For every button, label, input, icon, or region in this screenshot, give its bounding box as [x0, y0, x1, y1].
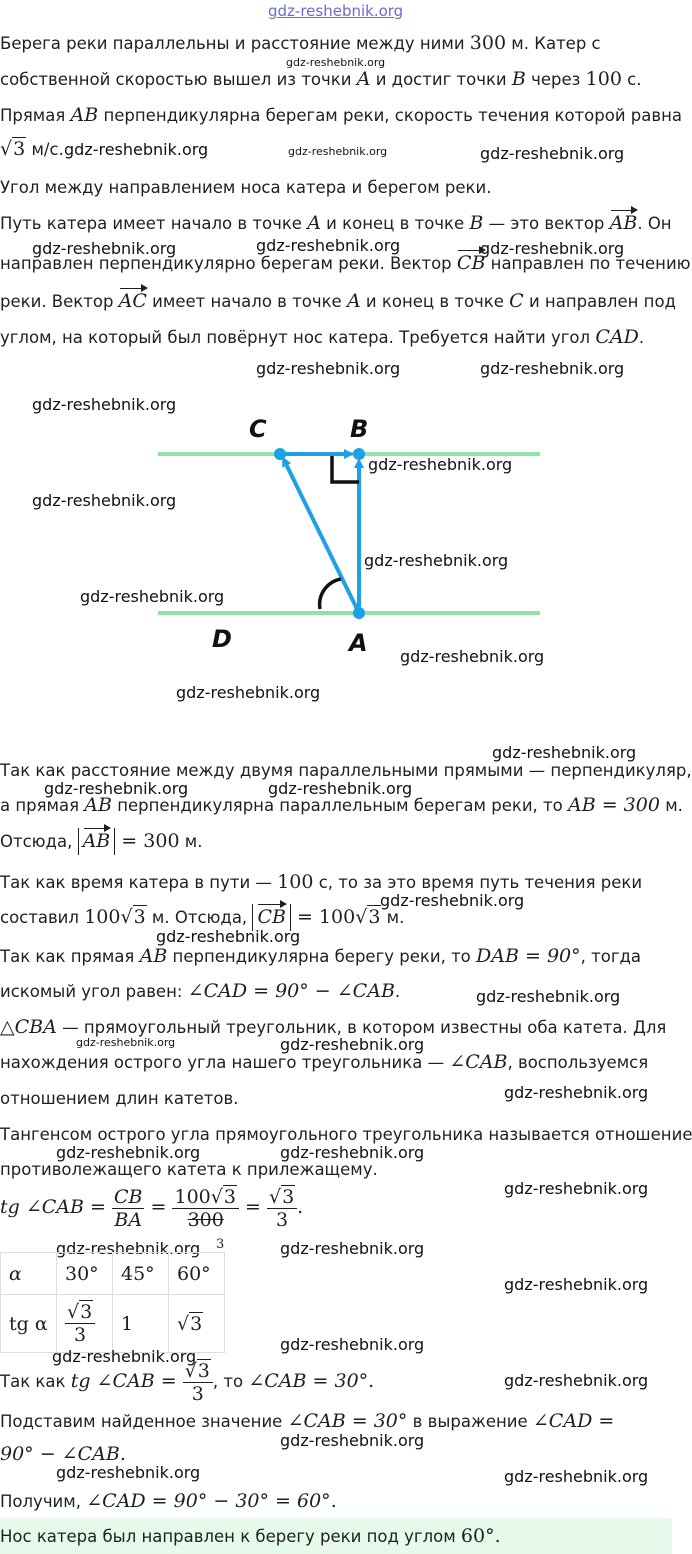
watermark: gdz-reshebnik.org [176, 683, 321, 702]
point-c [274, 448, 286, 460]
right-angle-mark [332, 456, 359, 482]
answer-box [0, 1518, 672, 1554]
watermark: gdz-reshebnik.org [480, 359, 625, 378]
watermark: gdz-reshebnik.org [492, 743, 637, 762]
solution-line-16: Получим, ∠CAD = 90° − 30° = 60°. [0, 1490, 337, 1512]
solution-line-6: Так как прямая AB перпендикулярна берегу реки, то DAB = 90°, тогда [0, 945, 642, 967]
watermark: gdz-reshebnik.org [256, 236, 401, 255]
solution-line-13: Так как tg ∠CAB = $\frac{√3}{3}$ , то ∠CAB = 30°. [0, 1360, 375, 1405]
watermark: gdz-reshebnik.org [32, 491, 177, 510]
table-cell-tg60: √3 [169, 1295, 225, 1353]
watermark: gdz-reshebnik.org [380, 891, 525, 910]
table-header-45: 45° [113, 1253, 169, 1295]
answer-text: Нос катера был направлен к берегу реки под углом 60°. [0, 1525, 501, 1547]
watermark: gdz-reshebnik.org [156, 927, 301, 946]
watermark: gdz-reshebnik.org [368, 455, 513, 474]
solution-line-15: 90° − ∠CAB. [0, 1443, 126, 1465]
watermark: gdz-reshebnik.org [504, 1083, 649, 1102]
table-cell-tg30: $\frac{√3}{3}$ [57, 1295, 113, 1353]
point-b [353, 448, 365, 460]
solution-line-5: составил 100√3 м. Отсюда, CB = 100√3 м. [0, 906, 404, 928]
watermark: gdz-reshebnik.org [44, 779, 189, 798]
watermark: gdz-reshebnik.org [64, 140, 209, 159]
tangent-formula: tg ∠CAB = $\frac{CB}{BA}$ = $\frac{100√3}{300}$ = $\frac{√3}{3}$ . [0, 1186, 304, 1231]
watermark: gdz-reshebnik.org [504, 1275, 649, 1294]
watermark: gdz-reshebnik.org [504, 1467, 649, 1486]
watermark: gdz-reshebnik.org [256, 359, 401, 378]
question-line: Угол между направлением носа катера и берегом реки. [0, 178, 492, 197]
watermark: gdz-reshebnik.org [480, 239, 625, 258]
reduced-denominator: 3 [216, 1237, 225, 1252]
problem-line-2: собственной скоростью вышел из точки A и достиг точки B через 100 с. [0, 68, 642, 90]
solution-line-3: Отсюда, AB = 300 м. [0, 830, 202, 852]
site-header-link[interactable]: gdz-reshebnik.org [268, 2, 404, 20]
problem-line-4: √3 м/с. [0, 138, 64, 160]
watermark: gdz-reshebnik.org [280, 1143, 425, 1162]
watermark: gdz-reshebnik.org [280, 1335, 425, 1354]
problem-line-3: Прямая AB перпендикулярна берегам реки, скорость течения которой равна [0, 104, 683, 126]
watermark: gdz-reshebnik.org [480, 144, 625, 163]
statement-line-3: реки. Вектор AC имеет начало в точке A и конец в точке C и направлен под [0, 290, 676, 312]
problem-line-1: Берега реки параллельны и расстояние между ними 300 м. Катер с [0, 32, 601, 54]
solution-line-9: нахождения острого угла нашего треугольника — ∠CAB, воспользуемся [0, 1051, 649, 1073]
watermark: gdz-reshebnik.org [80, 587, 225, 606]
watermark: gdz-reshebnik.org [286, 56, 386, 69]
tangent-table [0, 1252, 225, 1353]
solution-line-8: △CBA — прямоугольный треугольник, в котором известны оба катета. Для [0, 1016, 667, 1038]
watermark: gdz-reshebnik.org [504, 1179, 649, 1198]
watermark: gdz-reshebnik.org [364, 551, 509, 570]
solution-line-14: Подставим найденное значение ∠CAB = 30° в выражение ∠CAD = [0, 1410, 615, 1432]
watermark: gdz-reshebnik.org [400, 647, 545, 666]
watermark: gdz-reshebnik.org [280, 1431, 425, 1450]
watermark: gdz-reshebnik.org [32, 395, 177, 414]
watermark: gdz-reshebnik.org [280, 1239, 425, 1258]
solution-line-11: Тангенсом острого угла прямоугольного треугольника называется отношение [0, 1125, 692, 1144]
statement-line-2: направлен перпендикулярно берегам реки. Вектор CB направлен по течению [0, 252, 691, 274]
table-header-30: 30° [57, 1253, 113, 1295]
label-d: D [212, 625, 232, 653]
solution-line-2: а прямая AB перпендикулярна параллельным берегам реки, то AB = 300 м. [0, 794, 683, 816]
table-cell-tg45: 1 [113, 1295, 169, 1353]
label-c: C [249, 415, 267, 443]
label-b: B [350, 415, 369, 443]
solution-line-12: противолежащего катета к прилежащему. [0, 1160, 378, 1179]
table-row-tg: tg α [1, 1295, 57, 1353]
watermark: gdz-reshebnik.org [56, 1239, 201, 1258]
watermark: gdz-reshebnik.org [56, 1143, 201, 1162]
solution-line-10: отношением длин катетов. [0, 1089, 239, 1108]
watermark: gdz-reshebnik.org [52, 1347, 197, 1366]
geometry-diagram [0, 390, 680, 710]
table-header-alpha: α [1, 1253, 57, 1295]
table-header-60: 60° [169, 1253, 225, 1295]
angle-arc [320, 579, 341, 609]
watermark: gdz-reshebnik.org [288, 145, 388, 158]
watermark: gdz-reshebnik.org [268, 779, 413, 798]
solution-line-4: Так как время катера в пути — 100 с, то за это время путь течения реки [0, 871, 643, 893]
solution-line-7: искомый угол равен: ∠CAD = 90° − ∠CAB. [0, 980, 401, 1002]
label-a: A [349, 629, 368, 657]
watermark: gdz-reshebnik.org [504, 1371, 649, 1390]
watermark: gdz-reshebnik.org [32, 239, 177, 258]
solution-line-1: Так как расстояние между двумя параллельными прямыми — перпендикуляр, [0, 761, 692, 780]
watermark: gdz-reshebnik.org [476, 987, 621, 1006]
watermark: gdz-reshebnik.org [56, 1463, 201, 1482]
statement-line-1: Путь катера имеет начало в точке A и конец в точке B — это вектор AB. Он [0, 212, 672, 234]
watermark: gdz-reshebnik.org [280, 1035, 425, 1054]
statement-line-4: углом, на который был повёрнут нос катера. Требуется найти угол CAD. [0, 326, 645, 348]
watermark: gdz-reshebnik.org [76, 1036, 176, 1049]
point-a [353, 607, 365, 619]
